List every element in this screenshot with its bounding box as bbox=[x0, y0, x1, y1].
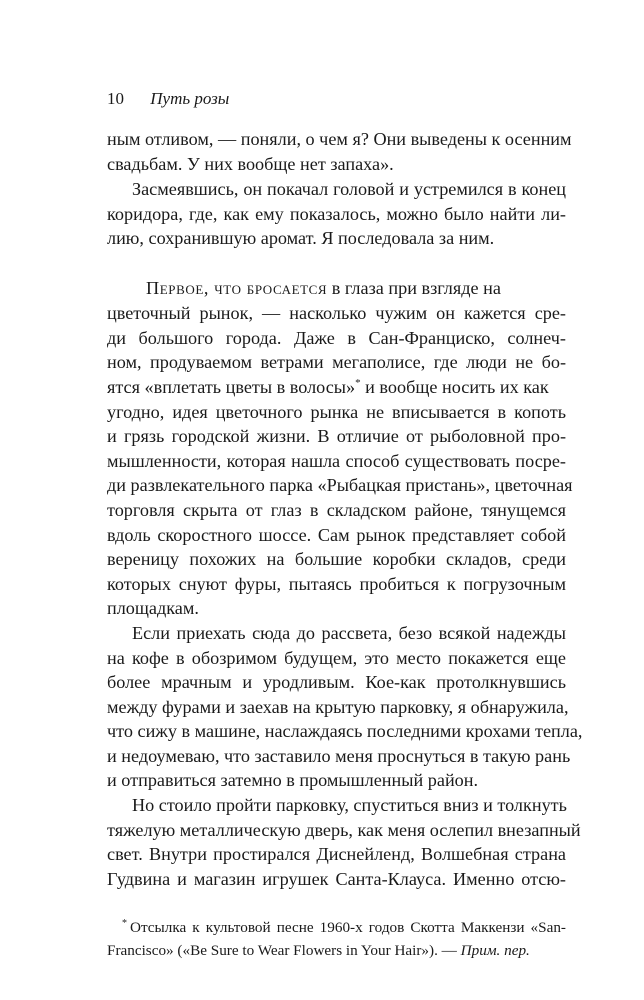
text-line: на кофе в обозримом будущем, это место покажется еще bbox=[107, 648, 566, 668]
text-line: площадкам. bbox=[107, 598, 199, 618]
page-number: 10 bbox=[107, 89, 124, 108]
text-line: Засмеявшись, он покачал головой и устремился в конец bbox=[132, 179, 566, 199]
text-line: Если приехать сюда до рассвета, безо всякой надежды bbox=[132, 623, 566, 643]
text-line: коридора, где, как ему показалось, можно было найти ли- bbox=[107, 204, 566, 224]
text-line: и недоумеваю, что заставило меня проснуться в такую рань bbox=[107, 746, 571, 766]
section-opening-line bbox=[146, 276, 566, 300]
footnote-reference: * bbox=[355, 377, 361, 389]
text-line: свет. Внутри простирался Диснейленд, Волшебная страна bbox=[107, 844, 566, 864]
book-title: Путь розы bbox=[150, 89, 230, 108]
text-line: вереницу похожих на большие коробки складов, среди bbox=[107, 549, 566, 569]
footnote-marker: * bbox=[122, 918, 127, 929]
text-line-with-footnote bbox=[107, 375, 566, 399]
footnote-text: Отсылка к культовой песне 1960-х годов Скотта Маккензи «San- bbox=[130, 919, 566, 936]
text-line: лию, сохранившую аромат. Я последовала за ним. bbox=[107, 228, 495, 248]
text-line: между фурами и заехав на крытую парковку, я обнаружила, bbox=[107, 697, 569, 717]
text-line: и грязь городской жизни. В отличие от рыболовной про- bbox=[107, 426, 566, 446]
text-line: которых снуют фуры, пытаясь пробиться к погрузочным bbox=[107, 574, 566, 594]
text-fragment: ятся «вплетать цветы в волосы» bbox=[107, 377, 356, 397]
running-header bbox=[107, 88, 229, 110]
text-line: тяжелую металлическую дверь, как меня ослепил внезапный bbox=[107, 820, 581, 840]
text-line: более мрачным и уродливым. Кое-как протолкнувшись bbox=[107, 672, 566, 692]
small-caps-lead: Первое, что бросается bbox=[146, 278, 328, 298]
text-line: вдоль скоростного шоссе. Сам рынок представляет собой bbox=[107, 525, 566, 545]
footnote-line bbox=[122, 917, 566, 938]
text-line: Гудвина и магазин игрушек Санта-Клауса. Именно отсю- bbox=[107, 869, 566, 889]
text-line: ди большого города. Даже в Сан-Франциско, солнеч- bbox=[107, 328, 566, 348]
text-line: угодно, идея цветочного рынка не вписывается в копоть bbox=[107, 402, 566, 422]
text-line: ди развлекательного парка «Рыбацкая пристань», цветочная bbox=[107, 475, 573, 495]
footnote-text: Francisco» («Be Sure to Wear Flowers in Your Hair»). — bbox=[107, 942, 461, 959]
text-line: мышленности, которая нашла способ существовать посре- bbox=[107, 451, 566, 471]
text-line: Но стоило пройти парковку, спуститься вниз и толкнуть bbox=[132, 795, 567, 815]
translator-note: Прим. пер. bbox=[460, 942, 530, 959]
text-line: ном, продуваемом ветрами мегаполисе, где люди не бо- bbox=[107, 352, 566, 372]
text-line: свадьбам. У них вообще нет запаха». bbox=[107, 154, 394, 174]
text-fragment: и вообще носить их как bbox=[360, 377, 549, 397]
text-line: и отправиться затемно в промышленный район. bbox=[107, 770, 479, 790]
text-line: ным отливом, — поняли, о чем я? Они выведены к осенним bbox=[107, 129, 572, 149]
text-line: цветочный рынок, — насколько чужим он кажется сре- bbox=[107, 303, 566, 323]
text-fragment: в глаза при взгляде на bbox=[327, 278, 501, 298]
text-line: что сижу в машине, наслаждаясь последними крохами тепла, bbox=[107, 721, 583, 741]
footnote-line bbox=[107, 940, 566, 961]
text-line: торговля скрыта от глаз в складском районе, тянущемся bbox=[107, 500, 566, 520]
